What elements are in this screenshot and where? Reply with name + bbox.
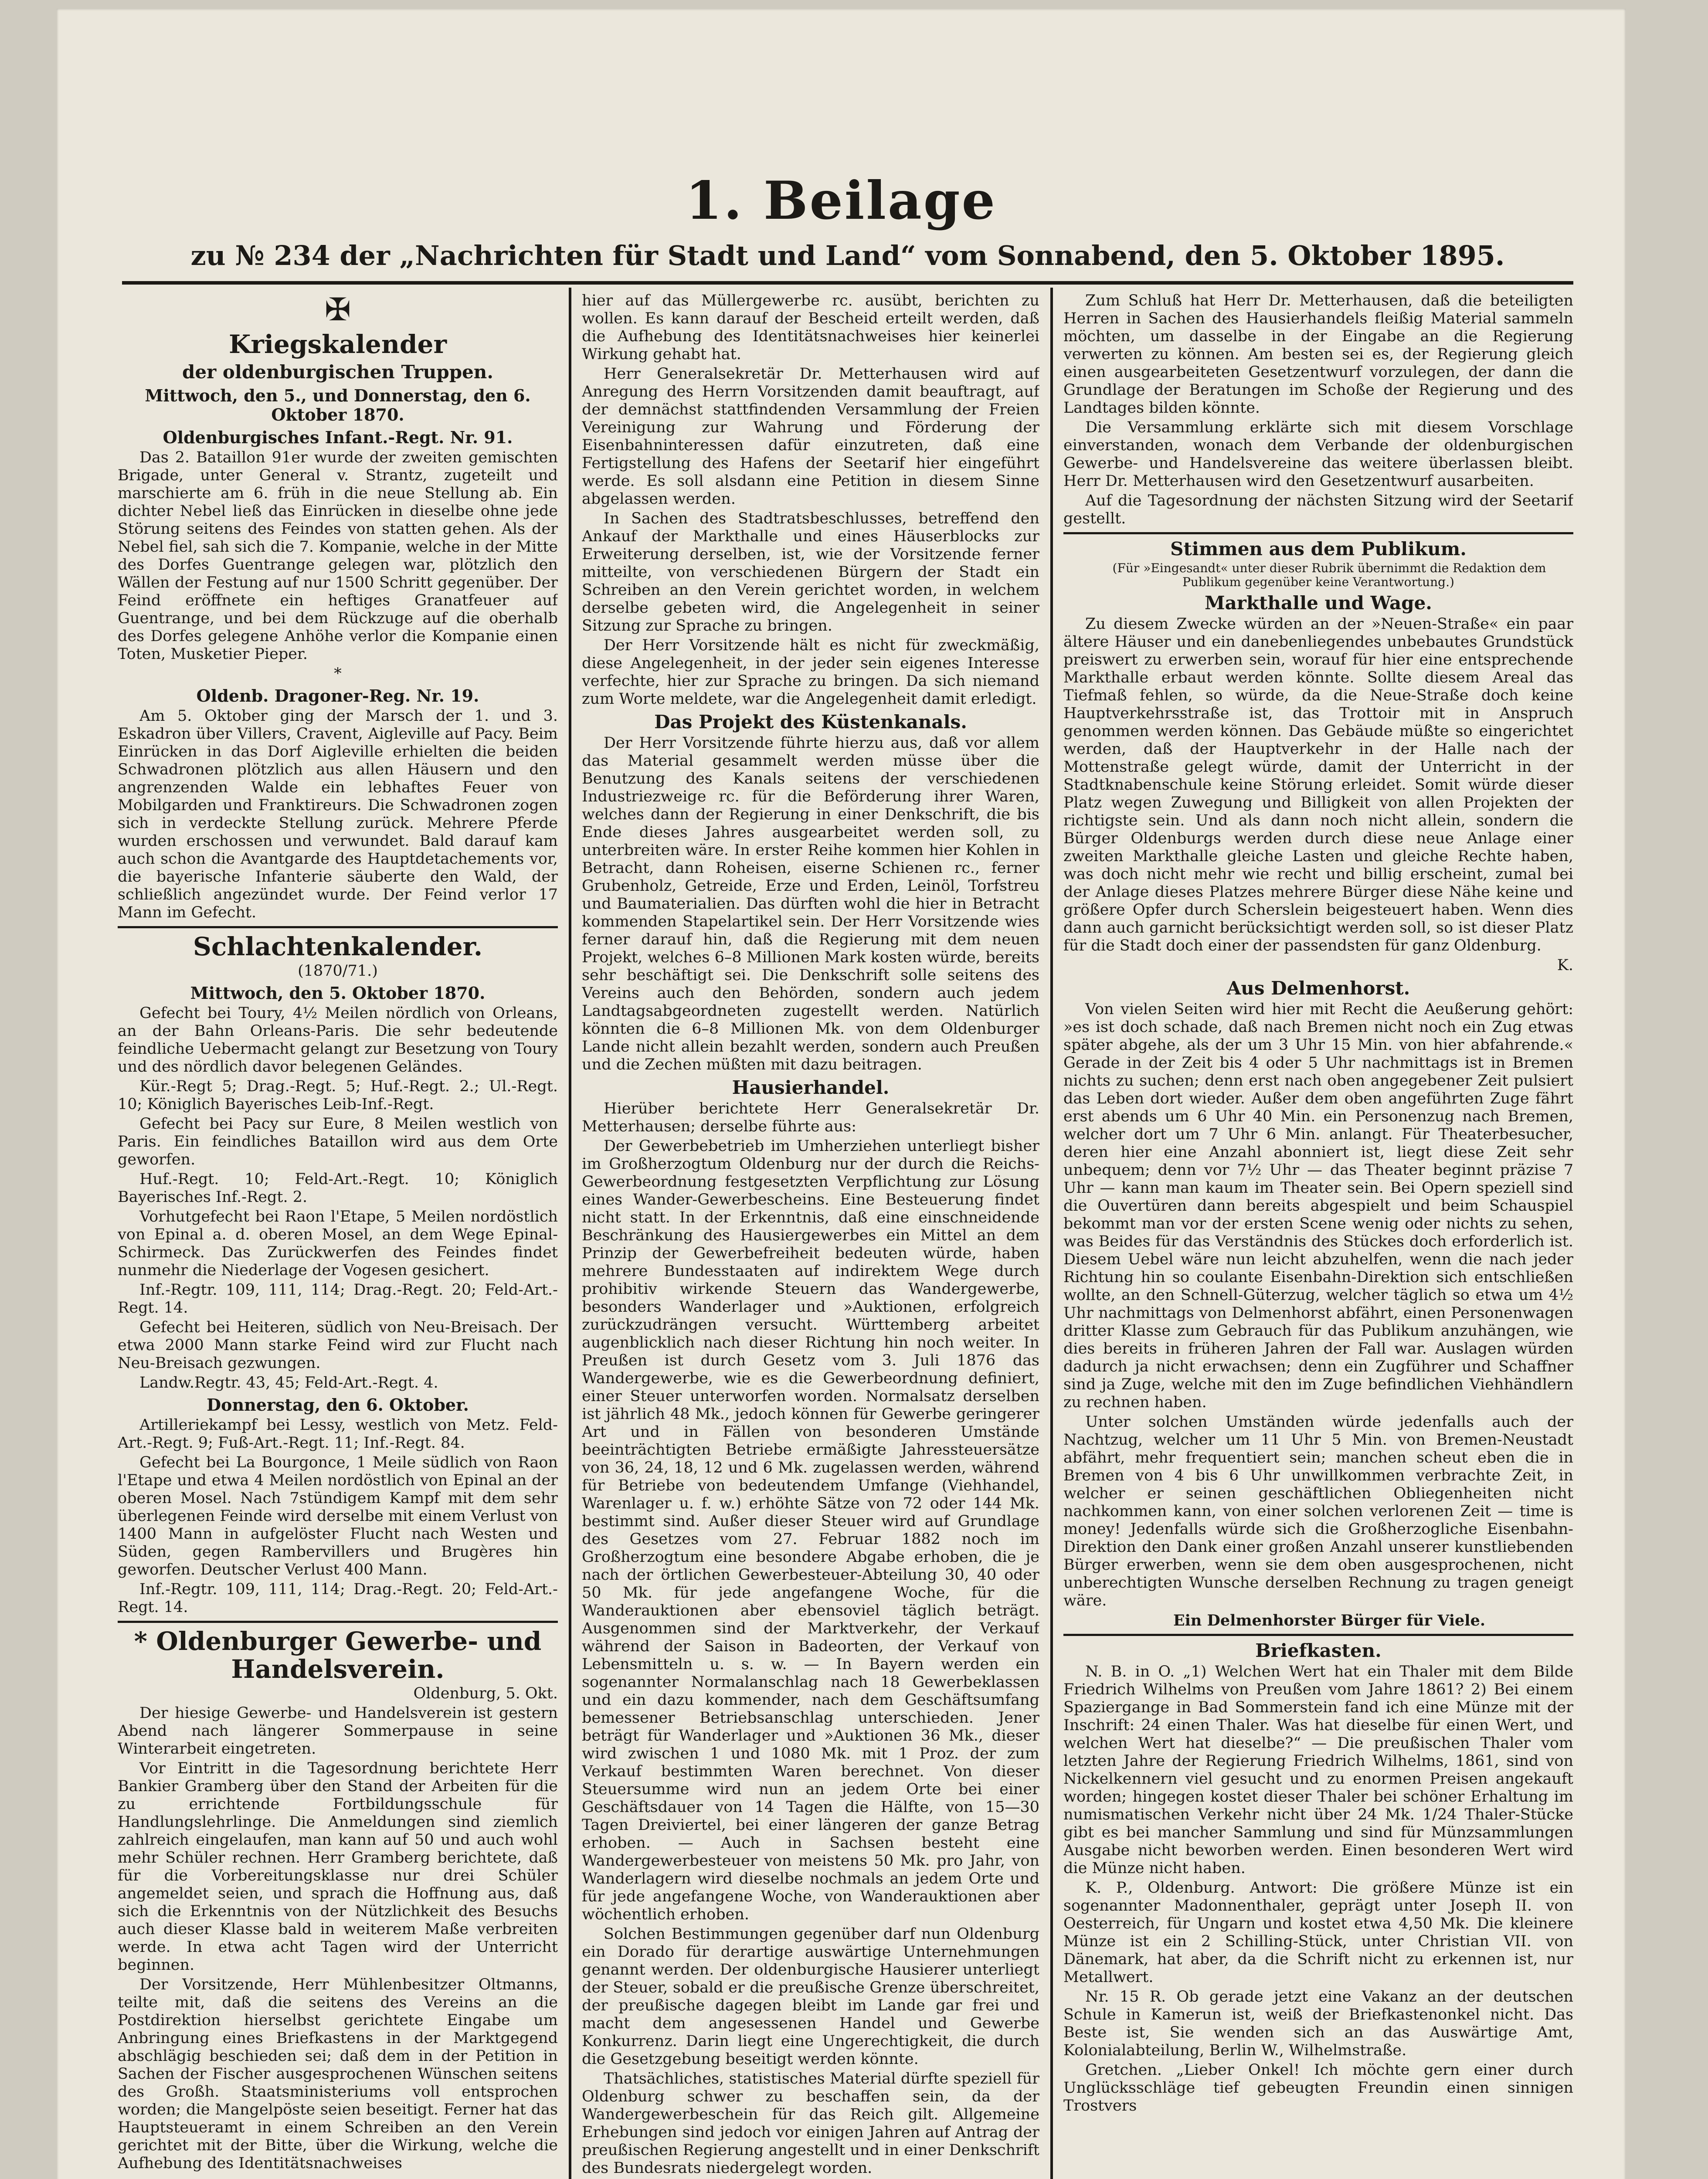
- verein-continued: hier auf das Müllergewerbe rc. ausübt, berichten zu wollen. Es kann darauf der Bescheid erteilt werden, daß die Aufhebung des Identitätsnachweises hier keinerlei Wirkung gehabt hat.: [582, 292, 1039, 363]
- section-rule: [1063, 532, 1573, 534]
- hausierhandel-text: Solchen Bestimmungen gegenüber darf nun Oldenburg ein Dorado für derartige auswärtige Unternehmungen genannt werden. Der oldenburgische Hausierer unterliegt der Steuer, sobald er die preußische Grenze überschreitet, der preußische dagegen bleibt im Lande gar frei und macht dem angesessenen Handel und Gewerbe Konkurrenz. Darin liegt eine Ungerechtigkeit, die durch die Gesetzgebung beseitigt werden könnte.: [582, 1925, 1039, 2068]
- battle-entry: Artilleriekampf bei Lessy, westlich von Metz. Feld-Art.-Regt. 9; Fuß-Art.-Regt. 11; Inf.-Regt. 84.: [118, 1416, 558, 1452]
- schlachtenkalender-date: Mittwoch, den 5. Oktober 1870.: [190, 983, 486, 1003]
- kuestenkanal-heading: Das Projekt des Küstenkanals.: [654, 711, 967, 733]
- reg91-heading: Oldenburgisches Infant.-Regt. Nr. 91.: [163, 428, 513, 447]
- verein-paragraph: Der Herr Vorsitzende hält es nicht für zweckmäßig, diese Angelegenheit, in der jeder sein eigenes Interesse verfechte, hier zur Sprache zu bringen. Da sich niemand zum Worte meldete, war die Angelegenheit damit erledigt.: [582, 637, 1039, 708]
- stimmen-disclaimer: (Für »Eingesandt« unter dieser Rubrik übernimmt die Redaktion dem Publikum gegenüber keine Verantwortung.): [1112, 561, 1546, 589]
- briefkasten-entry: N. B. in O. „1) Welchen Wert hat ein Thaler mit dem Bilde Friedrich Wilhelms von Preußen vom Jahre 1861? 2) Bei einem Spaziergange in Bad Sommerstein fand ich eine Münze mit der Inschrift: 24 einen Thaler. Was hat dieselbe für einen Wert, und welchen Wert hat dieselbe?“ — Die preußischen Thaler vom letzten Jahre der Regierung Friedrich Wilhelms, 1861, sind von Nickelkennern viel gesucht und zu enormen Preisen angekauft worden; hingegen kostet dieser Thaler bei schöner Erhaltung im numismatischen Verkehr nicht über 24 Mk. 1/24 Thaler-Stücke gibt es bei mancher Sammlung und sind für Münzsammlungen Ausgabe nicht beworben werden. Einen besonderen Wert wird die Münze nicht haben.: [1063, 1663, 1573, 1877]
- battle-units: Huf.-Regt. 10; Feld-Art.-Regt. 10; Königlich Bayerisches Inf.-Regt. 2.: [118, 1171, 558, 1206]
- kriegskalender-title: Kriegskalender: [229, 329, 447, 359]
- section-rule: [1063, 1634, 1573, 1636]
- hausierhandel-intro: Hierüber berichtete Herr Generalsekretär Dr. Metterhausen; derselbe führte aus:: [582, 1100, 1039, 1135]
- newspaper-page: [57, 9, 1626, 2179]
- briefkasten-entry: Nr. 15 R. Ob gerade jetzt eine Vakanz an der deutschen Schule in Kamerun ist, weiß der Briefkastenonkel nicht. Das Beste ist, Sie wenden sich an das Auswärtige Amt, Kolonialabteilung, Berlin W., Wilhelmstraße.: [1063, 1988, 1573, 2059]
- battle-units: Landw.Regtr. 43, 45; Feld-Art.-Regt. 4.: [139, 1374, 438, 1392]
- battle-entry: Gefecht bei Heiteren, südlich von Neu-Breisach. Der etwa 2000 Mann starke Feind wird zur Flucht nach Neu-Breisach gezwungen.: [118, 1319, 558, 1372]
- verein-conclusion: Die Versammlung erklärte sich mit diesem Vorschlage einverstanden, wonach dem Verbande der oldenburgischen Gewerbe- und Handelsvereine das weitere überlassen bleibt. Herr Dr. Metterhausen wird den Gesetzentwurf ausarbeiten.: [1063, 419, 1573, 490]
- section-rule: [118, 926, 558, 928]
- column-2: [582, 292, 1039, 2179]
- hausierhandel-heading: Hausierhandel.: [732, 1077, 890, 1098]
- verein-title: * Oldenburger Gewerbe- und Handelsverein.: [134, 1626, 542, 1684]
- markthalle-signature: K.: [1557, 957, 1573, 974]
- verein-conclusion: Zum Schluß hat Herr Dr. Metterhausen, daß die beteiligten Herren in Sachen des Hausierhandels fleißig Material sammeln möchten, um dasselbe in der Eingabe an die Regierung verwerten zu können. Am besten sei es, der Regierung gleich einen ausgearbeiteten Gesetzentwurf vorzulegen, der dann die Grundlage der Beratungen im Schoße der Regierung und des Landtages bilden könnte.: [1063, 292, 1573, 417]
- delmenhorst-text: Unter solchen Umständen würde jedenfalls auch der Nachtzug, welcher um 11 Uhr 5 Min. von Bremen-Neustadt abfährt, mehr frequentiert sein; manchen scheut eben die in Bremen von 4 bis 6 Uhr unwillkommen verbrachte Zeit, in welcher er seinen geschäftlichen Obliegenheiten nicht nachkommen kann, von einer solchen verlorenen Zeit — time is money! Jedenfalls würde sich die Großherzogliche Eisenbahn-Direktion den Dank einer großen Anzahl unserer kunstliebenden Bürger erwerben, wenn sie dem oben ausgesprochenen, nicht unberechtigten Wunsche derselben Rechnung zu tragen geneigt wäre.: [1063, 1413, 1573, 1609]
- hausierhandel-text: Der Gewerbebetrieb im Umherziehen unterliegt bisher im Großherzogtum Oldenburg nur der durch die Reichs-Gewerbeordnung festgesetzten Verpflichtung zur Lösung eines Wander-Gewerbescheins. Eine Besteuerung findet nicht statt. In der Erkenntnis, daß eine einschneidende Beschränkung des Hausiergewerbes ein Mittel an dem Prinzip der Gewerbefreiheit bedeuten würde, haben mehrere Bundesstaaten auf indirektem Wege durch prohibitiv wirkende Steuern das Wandergewerbe, besonders Wanderlager und »Auktionen, erfolgreich zurückzudrängen versucht. Württemberg arbeitet augenblicklich nach dieser Richtung hin noch weiter. In Preußen ist durch Gesetz vom 3. Juli 1876 das Wandergewerbe, wie es die Gewerbeordnung definiert, einer Steuer unterworfen worden. Normalsatz derselben ist jährlich 48 Mk., jedoch können für Gewerbe geringerer Art und in Fällen von besonderen Umstände beeinträchtigten Betriebe ermäßigte Jahressteuersätze von 36, 24, 18, 12 und 6 Mk. zugelassen werden, während für Betriebe von bedeutendem Umfange (Viehhandel, Warenlager u. f. w.) erhöhte Sätze von 72 oder 144 Mk. bestimmt sind. Außer dieser Steuer wird auf Grundlage des Gesetzes vom 27. Februar 1882 noch im Großherzogtum eine besondere Abgabe erhoben, die je nach der örtlichen Gewerbesteuer-Abteilung 30, 40 oder 50 Mk. für jede angefangene Woche, für die Wanderauktionen aber ebensoviel täglich beträgt. Ausgenommen sind der Marktverkehr, der Verkauf während der Saison in Badeorten, der Verkauf von Lebensmitteln u. s. w. — In Bayern werden ein sogenannter Normalanschlag nach 18 Gewerbeklassen und ein dazu kommender, nach dem Geschäftsumfang bemessener Betriebsanschlag unterschieden. Jener beträgt für Wanderlager und »Auktionen 36 Mk., dieser wird zwischen 1 und 1080 Mk. mit 1 Proz. der zum Verkauf bestimmten Waren berechnet. Von dieser Steuersumme wird nun an jedem Orte bei einer Geschäftsdauer von 14 Tagen die Hälfte, von 15—30 Tagen Dreiviertel, bei einer längeren der ganze Betrag erhoben. — Auch in Sachsen besteht eine Wandergewerbesteuer von meistens 50 Mk. pro Jahr, von Wanderlagern wird dieselbe nochmals an jedem Orte und für jede angefangene Woche, von Wanderauktionen aber wöchentlich erhoben.: [582, 1137, 1039, 1923]
- schlachtenkalender-years: (1870/71.): [298, 962, 378, 980]
- verein-paragraph: Der hiesige Gewerbe- und Handelsverein ist gestern Abend nach längerer Sommerpause in seine Winterarbeit eingetreten.: [118, 1704, 558, 1758]
- column-divider-2: [1050, 288, 1053, 2179]
- stimmen-heading: Stimmen aus dem Publikum.: [1170, 538, 1467, 560]
- verein-paragraph: Herr Generalsekretär Dr. Metterhausen wird auf Anregung des Herrn Vorsitzenden damit beauftragt, auf der demnächst stattfindenden Versammlung der Freien Vereinigung zur Wahrung und Förderung der Eisenbahninteressen dafür einzutreten, daß eine Fertigstellung des Hafens der Seetarif hier eingeführt werde. Es soll alsdann eine Petition in diesem Sinne abgelassen werden.: [582, 365, 1039, 508]
- verein-paragraph: Der Vorsitzende, Herr Mühlenbesitzer Oltmanns, teilte mit, daß die seitens des Vereins an die Postdirektion hierselbst gerichtete Eingabe um Anbringung eines Briefkastens in der Marktgegend abschlägig beschieden sei; daß dem in der Petition in Sachen der Fischer ausgesprochenen Wünschen seitens des Großh. Staatsministeriums voll entsprochen worden; die Mangelpöste seien beseitigt. Ferner hat das Hauptsteueramt in einem Schreiben an den Verein gerichtet mit der Bitte, über die Wirkung, welche die Aufhebung des Identitätsnachweises: [118, 1976, 558, 2172]
- iron-cross-icon: ✠: [324, 292, 351, 328]
- markthalle-text: Zu diesem Zwecke würden an der »Neuen-Straße« ein paar ältere Häuser und ein danebenliegendes unbebautes Grundstück preiswert zu erwerben sein, worauf für hier eine entsprechende Markthalle erbaut werden könnte. Sollte diesem Areal das Tiefmaß fehlen, so würde, da die Neue-Straße doch keine Hauptverkehrsstraße ist, das Trottoir mit in Anspruch genommen werden können. Das Gebäude müßte so eingerichtet werden, daß der Hauptverkehr in der Halle nach der Mottenstraße gelegt würde, damit der Unterricht in der Stadtknabenschule keine Störung erleidet. Somit würde dieser Platz wegen Zuwegung und Billigkeit von allen Projekten der richtigste sein. Und als dann noch nicht allein, sondern die Bürger Oldenburgs werden durch diese neue Anlage einer zweiten Markthalle gleiche Lasten und gleiche Rechte haben, was doch nicht mehr wie recht und billig erscheint, zumal bei der Anlage dieses Platzes mehrere Bürger diese Nähe keine und größere Opfer durch Scherslein beigesteuert haben. Wenn dies dann auch garnicht berücksichtigt werden soll, so ist dieser Platz für die Stadt doch einer der passendsten für ganz Oldenburg.: [1063, 615, 1573, 954]
- page-subtitle: zu № 234 der „Nachrichten für Stadt und Land“ vom Sonnabend, den 5. Oktober 1895.: [190, 240, 1505, 272]
- section-rule: [118, 1621, 558, 1623]
- reg91-text: Das 2. Bataillon 91er wurde der zweiten gemischten Brigade, unter General v. Strantz, zugeteilt und marschierte am 6. früh in die neue Stellung ab. Ein dichter Nebel ließ das Einrücken in dieselbe ohne jede Störung seitens des Feindes von statten gehen. Als der Nebel fiel, sah sich die 7. Kompanie, welche in der Mitte des Dorfes Guentrange gelegen war, plötzlich den Wällen der Festung auf nur 1500 Schritt gegenüber. Der Feind eröffnete ein heftiges Granatfeuer auf Guentrange, und bei dem Rückzuge auf die oberhalb des Dorfes gelegene Anhöhe verlor die Kompanie einen Toten, Musketier Pieper.: [118, 449, 558, 663]
- column-3: [1063, 292, 1573, 2179]
- delmenhorst-text: Von vielen Seiten wird hier mit Recht die Aeußerung gehört: »es ist doch schade, daß nach Bremen nicht noch ein Zug etwas später abgehe, als der um 3 Uhr 15 Min. von hier abfahrende.« Gerade in der Zeit bis 4 oder 5 Uhr nachmittags ist in Bremen nichts zu suchen; denn erst nach oben angegebener Zeit pulsiert das Leben dort wieder. Außer dem oben angeführten Zuge fährt erst abends um 6 Uhr 40 Min. ein Personenzug nach Bremen, welcher dort um 7 Uhr 6 Min. anlangt. Für Theaterbesucher, deren hier eine Anzahl abonniert ist, liegt diese Zeit sehr unbequem; denn vor 7½ Uhr — das Theater beginnt präzise 7 Uhr — kann man kaum im Theater sein. Bei Opern speziell sind die Ouvertüren dann bereits abgespielt und beim Schauspiel bekommt man vor der ersten Scene wenig oder nichts zu sehen, was Beides für das Verständnis des Stückes doch erforderlich ist. Diesem Uebel wäre nun leicht abzuhelfen, wenn die nach jeder Richtung hin so coulante Eisenbahn-Direktion sich entschließen wollte, an den Schnell-Güterzug, welcher täglich so etwa um 4½ Uhr nachmittags von Delmenhorst abfährt, einen Personenwagen dritter Klasse zum Gebrauch für das Publikum anzuhängen, wie dies bereits in früheren Jahren der Fall war. Auslagen würden dadurch ja nicht erwachsen; denn ein Zugführer und Schaffner sind ja Zuge, welche mit den im Zuge befindlichen Viehhändlern zu rechnen haben.: [1063, 1001, 1573, 1411]
- delmenhorst-heading: Aus Delmenhorst.: [1226, 977, 1410, 999]
- dragoner-text: Am 5. Oktober ging der Marsch der 1. und 3. Eskadron über Villers, Cravent, Aigleville auf Pacy. Beim Einrücken in das Dorf Aigleville erhielten die beiden Schwadronen plötzlich aus allen Häusern und den angrenzenden Walde ein lebhaftes Feuer von Mobilgarden und Franktireurs. Die Schwadronen zogen sich in verdeckte Stellung zurück. Mehrere Pferde wurden erschossen und verwundet. Bald darauf kam auch schon die Avantgarde des Hauptdetachements vor, die bayerische Infanterie säuberte den Wald, der schließlich angezündet wurde. Der Feind verlor 17 Mann im Gefecht.: [118, 707, 558, 921]
- hausierhandel-text: Thatsächliches, statistisches Material dürfte speziell für Oldenburg schwer zu beschaffen sein, da der Wandergewerbeschein für das Reich gilt. Allgemeine Erhebungen sind jedoch vor einigen Jahren auf Antrag der preußischen Regierung angestellt und in einer Denkschrift des Bundesrats niedergelegt worden.: [582, 2070, 1039, 2177]
- delmenhorst-signature: Ein Delmenhorster Bürger für Viele.: [1173, 1612, 1486, 1629]
- battle-units: Kür.-Regt 5; Drag.-Regt. 5; Huf.-Regt. 2.; Ul.-Regt. 10; Königlich Bayerisches Leib-Inf.-Regt.: [118, 1078, 558, 1113]
- briefkasten-entry: K. P., Oldenburg. Antwort: Die größere Münze ist ein sogenannter Madonnenthaler, geprägt unter Joseph II. von Oesterreich, für Ungarn und kostet etwa 4,50 Mk. Die kleinere Münze ist ein 2 Schilling-Stück, unter Christian VII. von Dänemark, hat aber, da die Schrift nicht zu erkennen ist, nur Metallwert.: [1063, 1879, 1573, 1986]
- header-rule: [122, 281, 1573, 285]
- markthalle-heading: Markthalle und Wage.: [1205, 592, 1432, 614]
- battle-units: Inf.-Regtr. 109, 111, 114; Drag.-Regt. 20; Feld-Art.-Regt. 14.: [118, 1581, 558, 1616]
- verein-paragraph: Vor Eintritt in die Tagesordnung berichtete Herr Bankier Gramberg über den Stand der Arbeiten für die zu errichtende Fortbildungsschule für Handlungslehrlinge. Die Anmeldungen sind ziemlich zahlreich eingelaufen, man kann auf 50 und auch wohl mehr Schüler rechnen. Herr Gramberg berichtete, daß für die Vorbereitungsklasse nur drei Schüler angemeldet seien, und sprach die Hoffnung aus, daß sich die Erkenntnis von der Nützlichkeit des Besuchs auch dieser Klasse bald in weiterem Maße verbreiten werde. In etwa acht Tagen wird der Unterricht beginnen.: [118, 1760, 558, 1974]
- schlachtenkalender-title: Schlachtenkalender.: [193, 932, 483, 961]
- briefkasten-entry: Gretchen. „Lieber Onkel! Ich möchte gern einer durch Unglücksschläge tief gebeugten Freundin einen sinnigen Trostvers: [1063, 2061, 1573, 2115]
- column-1: [118, 292, 558, 2179]
- donnerstag-date: Donnerstag, den 6. Oktober.: [207, 1395, 469, 1415]
- separator-star: *: [334, 665, 342, 682]
- verein-conclusion: Auf die Tagesordnung der nächsten Sitzung wird der Seetarif gestellt.: [1063, 492, 1573, 527]
- battle-entry: Vorhutgefecht bei Raon l'Etape, 5 Meilen nordöstlich von Epinal a. d. oberen Mosel, an dem Wege Epinal-Schirmeck. Das Zurückwerfen des Feindes findet nunmehr die Niederlage der Vogesen gesichert.: [118, 1208, 558, 1279]
- battle-entry: Gefecht bei La Bourgonce, 1 Meile südlich von Raon l'Etape und etwa 4 Meilen nordöstlich von Epinal an der oberen Mosel. Nach 7stündigem Kampf mit dem sehr überlegenen Feinde wird derselbe mit einem Verlust von 1400 Mann in aufgelöster Flucht nach Westen und Süden, gegen Rambervillers und Brugères hin geworfen. Deutscher Verlust 400 Mann.: [118, 1454, 558, 1578]
- kriegskalender-date: Mittwoch, den 5., und Donnerstag, den 6. Oktober 1870.: [145, 386, 531, 424]
- battle-units: Inf.-Regtr. 109, 111, 114; Drag.-Regt. 20; Feld-Art.-Regt. 14.: [118, 1281, 558, 1317]
- kuestenkanal-text: Der Herr Vorsitzende führte hierzu aus, daß vor allem das Material gesammelt werden müsse über die Benutzung des Kanals seitens der verschiedenen Industriezweige rc. für die Beförderung ihrer Waren, welches dann der Regierung in einer Denkschrift, die bis Ende dieses Jahres ausgearbeitet werden soll, zu unterbreiten wäre. In erster Reihe kommen hier Kohlen in Betracht, dann Roheisen, eiserne Schienen rc., ferner Grubenholz, Getreide, Erze und Erden, Leinöl, Torfstreu und Baumaterialien. Das dürften wohl die hier in Betracht kommenden Stapelartikel sein. Der Herr Vorsitzende wies ferner darauf hin, daß die Regierung mit dem neuen Projekt, welches 6–8 Millionen Mark kosten würde, bereits sehr beschäftigt sei. Die Denkschrift solle seitens des Vereins auch den Behörden, sondern auch jedem Landtagsabgeordneten zugestellt werden. Natürlich könnten die 6–8 Millionen Mk. von dem Oldenburger Lande nicht allein bezahlt werden, sondern auch Preußen und die Zechen müßten mit dazu beitragen.: [582, 734, 1039, 1073]
- kriegskalender-subtitle: der oldenburgischen Truppen.: [182, 361, 493, 383]
- briefkasten-heading: Briefkasten.: [1255, 1640, 1382, 1661]
- battle-entry: Gefecht bei Pacy sur Eure, 8 Meilen westlich von Paris. Ein feindliches Bataillon wird aus dem Orte geworfen.: [118, 1115, 558, 1168]
- dragoner-heading: Oldenb. Dragoner-Reg. Nr. 19.: [196, 686, 479, 706]
- column-divider-1: [569, 288, 571, 2179]
- page-title: 1. Beilage: [685, 170, 997, 231]
- battle-entry: Gefecht bei Toury, 4½ Meilen nördlich von Orleans, an der Bahn Orleans-Paris. Die sehr bedeutende feindliche Uebermacht gelangt zur Besetzung von Toury und des nördlich davor belegenen Geländes.: [118, 1005, 558, 1076]
- verein-paragraph: In Sachen des Stadtratsbeschlusses, betreffend den Ankauf der Markthalle und eines Häuserblocks zur Erweiterung derselben, ist, wie der Vorsitzende ferner mitteilte, von verschiedenen Bürgern der Stadt ein Schreiben an den Verein gerichtet worden, in welchem derselbe gebeten wird, die Angelegenheit in seiner Sitzung zur Sprache zu bringen.: [582, 510, 1039, 635]
- verein-dateline: Oldenburg, 5. Okt.: [413, 1685, 558, 1702]
